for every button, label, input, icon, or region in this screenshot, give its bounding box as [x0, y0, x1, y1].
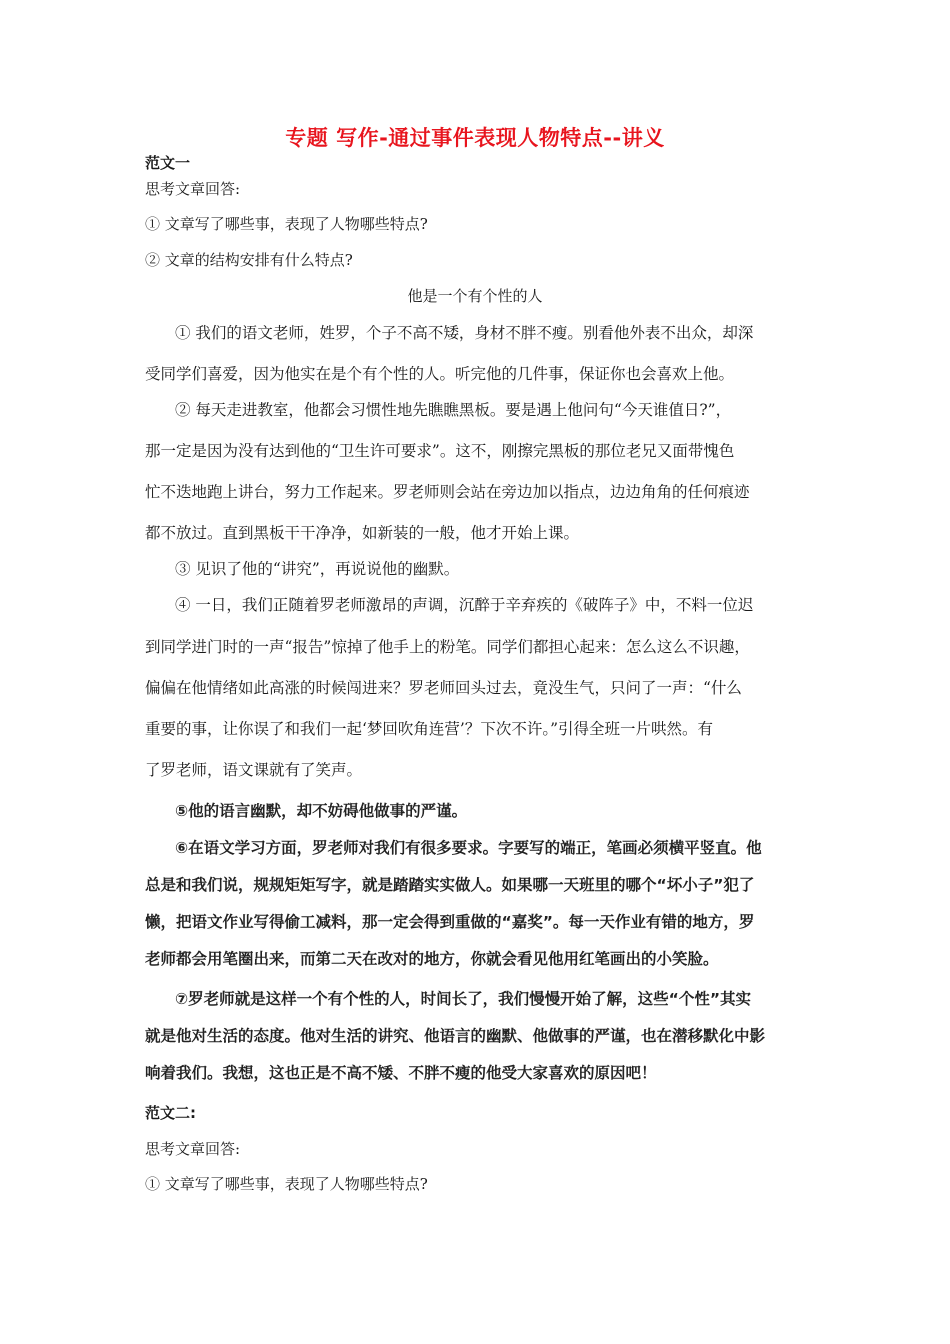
essay-line-scanned: ⑦罗老师就是这样一个有个性的人，时间长了，我们慢慢开始了解，这些“个性”其实 — [175, 990, 752, 1008]
essay-line: ③ 见识了他的“讲究”，再说说他的幽默。 — [175, 560, 460, 578]
essay-line: 偏偏在他情绪如此高涨的时候闯进来？罗老师回头过去，竟没生气，只问了一声：“什么 — [145, 679, 742, 697]
essay-line-scanned: ⑥在语文学习方面，罗老师对我们有很多要求。字要写的端正，笔画必须横平竖直。他 — [175, 839, 762, 857]
essay-line-scanned: 就是他对生活的态度。他对生活的讲究、他语言的幽默、他做事的严谨，也在潜移默化中影 — [145, 1027, 766, 1045]
essay-line: ④ 一日，我们正随着罗老师激昂的声调，沉醉于辛弃疾的《破阵子》中，不料一位迟 — [175, 596, 754, 614]
essay-line: 重要的事，让你误了和我们一起‘梦回吹角连营’？下次不许。”引得全班一片哄然。有 — [145, 720, 714, 738]
essay-line-scanned: 总是和我们说，规规矩矩写字，就是踏踏实实做人。如果哪一天班里的哪个“坏小子”犯了 — [145, 876, 755, 894]
essay-line: 受同学们喜爱，因为他实在是个有个性的人。听完他的几件事，保证你也会喜欢上他。 — [145, 365, 735, 383]
essay-line: ① 我们的语文老师，姓罗，个子不高不矮，身材不胖不瘦。别看他外表不出众，却深 — [175, 324, 754, 342]
essay-line: 了罗老师，语文课就有了笑声。 — [145, 761, 363, 779]
section2-prompt: 思考文章回答: — [145, 1140, 241, 1158]
section2-question-1: ① 文章写了哪些事，表现了人物哪些特点? — [145, 1175, 428, 1193]
document-title: 专题 写作-通过事件表现人物特点--讲义 — [285, 126, 665, 150]
section2-heading: 范文二: — [145, 1104, 196, 1122]
essay-line-scanned: 懒，把语文作业写得偷工减料，那一定会得到重做的“嘉奖”。每一天作业有错的地方，罗 — [145, 913, 755, 931]
essay-line: 那一定是因为没有达到他的“卫生许可要求”。这不，刚擦完黑板的那位老兄又面带愧色 — [145, 442, 735, 460]
essay-line: 都不放过。直到黑板干干净净，如新装的一般，他才开始上课。 — [145, 524, 580, 542]
essay-line: ② 每天走进教室，他都会习惯性地先瞧瞧黑板。要是遇上他问句“今天谁值日?”， — [175, 401, 732, 419]
essay-line-scanned: ⑤他的语言幽默，却不妨碍他做事的严谨。 — [175, 802, 468, 820]
essay-line-scanned: 响着我们。我想，这也正是不高不矮、不胖不瘦的他受大家喜欢的原因吧！ — [145, 1064, 657, 1082]
section1-question-1: ① 文章写了哪些事，表现了人物哪些特点? — [145, 215, 428, 233]
essay-line: 忙不迭地跑上讲台，努力工作起来。罗老师则会站在旁边加以指点，边边角角的任何痕迹 — [145, 483, 750, 501]
section1-prompt: 思考文章回答: — [145, 180, 241, 198]
section1-question-2: ② 文章的结构安排有什么特点? — [145, 251, 353, 269]
essay-title: 他是一个有个性的人 — [407, 287, 543, 305]
essay-line-scanned: 老师都会用笔圈出来，而第二天在改对的地方，你就会看见他用红笔画出的小笑脸。 — [145, 950, 719, 968]
essay-line: 到同学进门时的一声“报告”惊掉了他手上的粉笔。同学们都担心起来：怎么这么不识趣， — [145, 638, 750, 656]
section1-heading: 范文一 — [145, 154, 191, 172]
